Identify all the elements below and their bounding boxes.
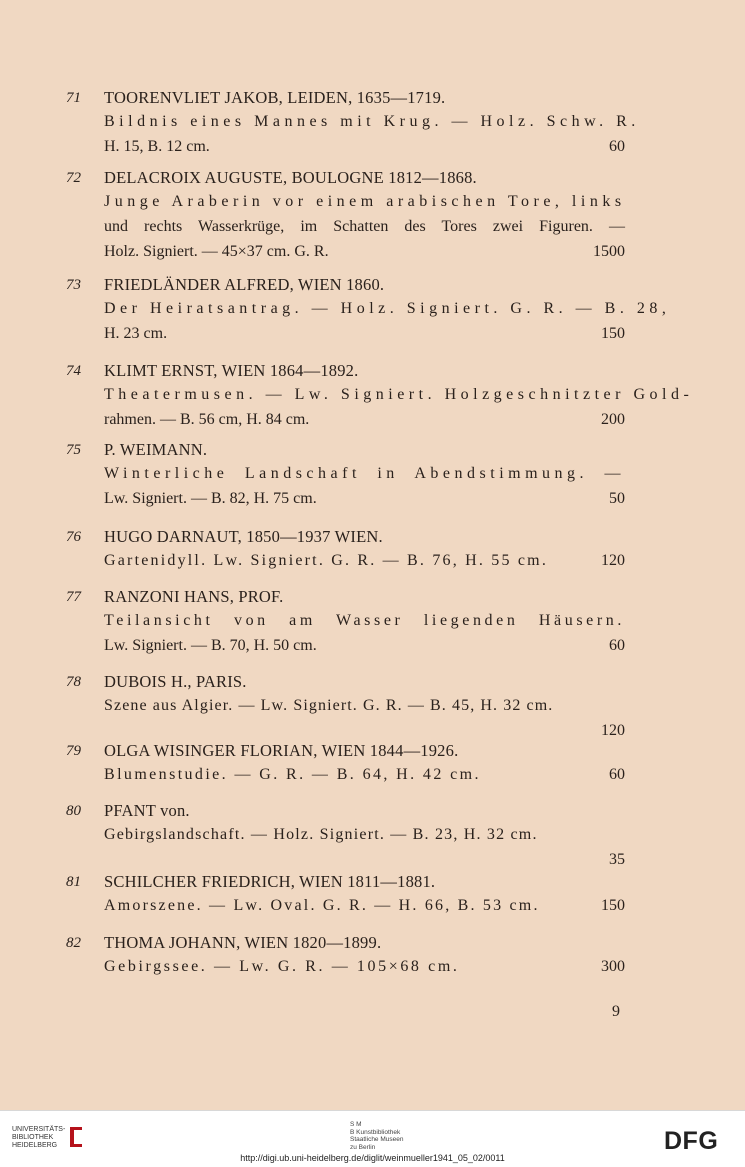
artist-heading: RANZONI HANS, PROF. — [104, 587, 284, 606]
description-line: Gebirgssee. — Lw. G. R. — 105×68 cm. — [104, 958, 460, 975]
price: 60 — [609, 766, 625, 783]
artist-heading: DUBOIS H., PARIS. — [104, 672, 247, 691]
artist-heading: SCHILCHER FRIEDRICH, WIEN 1811—1881. — [104, 872, 436, 891]
lot-number: 72 — [66, 170, 81, 186]
kunstbibliothek-label: S M B Kunstbibliothek Staatliche Museen zu Berlin — [350, 1121, 404, 1151]
description-line: H. 23 cm. — [104, 325, 168, 342]
lot-number: 78 — [66, 674, 81, 690]
permalink-url[interactable]: http://digi.ub.uni-heidelberg.de/diglit/weinmueller1941_05_02/0011 — [240, 1153, 505, 1163]
description-line: Holz. Signiert. — 45×37 cm. G. R. — [104, 243, 329, 260]
artist-heading: THOMA JOHANN, WIEN 1820—1899. — [104, 933, 382, 952]
description-line: Junge Araberin vor einem arabischen Tore, links — [104, 193, 626, 210]
description-line: Gartenidyll. Lw. Signiert. G. R. — B. 76, H. 55 cm. — [104, 552, 549, 569]
page-number: 9 — [612, 1003, 620, 1020]
artist-heading: KLIMT ERNST, WIEN 1864—1892. — [104, 361, 359, 380]
price: 50 — [609, 490, 625, 507]
description-line: Blumenstudie. — G. R. — B. 64, H. 42 cm. — [104, 766, 481, 783]
lot-number: 82 — [66, 935, 81, 951]
price: 200 — [601, 411, 625, 428]
description-line: Gebirgslandschaft. — Holz. Signiert. — B. 23, H. 32 cm. — [104, 826, 538, 843]
price: 60 — [609, 138, 625, 155]
description-line: Lw. Signiert. — B. 70, H. 50 cm. — [104, 637, 317, 654]
viewer-footer — [0, 1110, 745, 1167]
description-line: Winterliche Landschaft in Abendstimmung. — — [104, 465, 625, 482]
artist-heading: DELACROIX AUGUSTE, BOULOGNE 1812—1868. — [104, 168, 477, 187]
description-line: und rechts Wasserkrüge, im Schatten des Tores zwei Figuren. — — [104, 218, 625, 235]
description-line: H. 15, B. 12 cm. — [104, 138, 210, 155]
description-line: Theatermusen. — Lw. Signiert. Holzgeschnitzter Gold- — [104, 386, 694, 403]
artist-heading: HUGO DARNAUT, 1850—1937 WIEN. — [104, 527, 383, 546]
artist-heading: OLGA WISINGER FLORIAN, WIEN 1844—1926. — [104, 741, 459, 760]
lot-number: 74 — [66, 363, 81, 379]
description-line: Teilansicht von am Wasser liegenden Häusern. — [104, 612, 625, 629]
price: 120 — [601, 552, 625, 569]
price: 1500 — [593, 243, 625, 260]
artist-heading: PFANT von. — [104, 801, 190, 820]
price: 60 — [609, 637, 625, 654]
dfg-logo: DFG — [664, 1127, 719, 1155]
lot-number: 77 — [66, 589, 81, 605]
description-line: rahmen. — B. 56 cm, H. 84 cm. — [104, 411, 310, 428]
price: 150 — [601, 325, 625, 342]
price: 150 — [601, 897, 625, 914]
description-line: Der Heiratsantrag. — Holz. Signiert. G. R. — B. 28, — [104, 300, 671, 317]
description-line: Bildnis eines Mannes mit Krug. — Holz. Schw. R. — [104, 113, 640, 130]
lot-number: 80 — [66, 803, 81, 819]
lot-number: 73 — [66, 277, 81, 293]
lot-number: 76 — [66, 529, 81, 545]
lot-number: 79 — [66, 743, 81, 759]
university-library-label: UNIVERSITÄTS- BIBLIOTHEK HEIDELBERG — [12, 1126, 66, 1149]
lot-number: 81 — [66, 874, 81, 890]
artist-heading: P. WEIMANN. — [104, 440, 208, 459]
artist-heading: TOORENVLIET JAKOB, LEIDEN, 1635—1719. — [104, 88, 446, 107]
artist-heading: FRIEDLÄNDER ALFRED, WIEN 1860. — [104, 275, 385, 294]
price: 35 — [609, 851, 625, 868]
price: 300 — [601, 958, 625, 975]
price: 120 — [601, 722, 625, 739]
library-logo-icon — [66, 1125, 86, 1149]
description-line: Lw. Signiert. — B. 82, H. 75 cm. — [104, 490, 317, 507]
description-line: Szene aus Algier. — Lw. Signiert. G. R. — B. 45, H. 32 cm. — [104, 697, 554, 714]
description-line: Amorszene. — Lw. Oval. G. R. — H. 66, B. 53 cm. — [104, 897, 540, 914]
lot-number: 71 — [66, 90, 81, 106]
lot-number: 75 — [66, 442, 81, 458]
